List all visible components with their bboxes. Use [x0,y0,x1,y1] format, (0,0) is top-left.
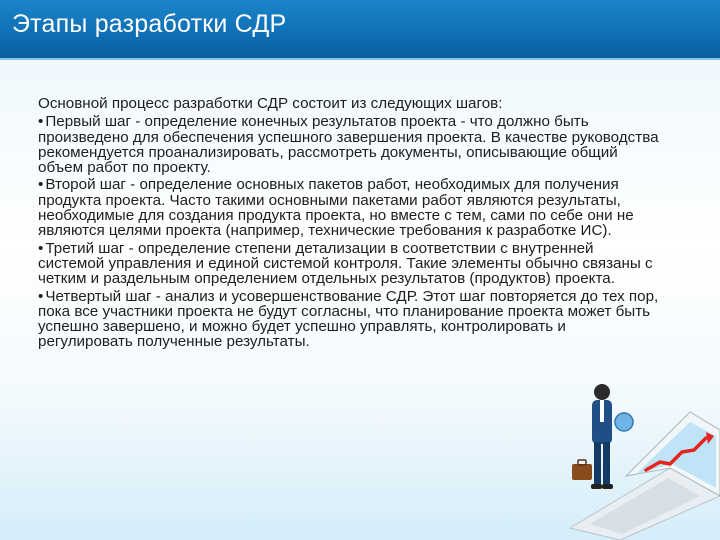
bullet-text: Третий шаг - определение степени детализации в соответствии с внутренней системой управления и единой системой контроля. Такие элементы обычно связаны с четким и раздельным определением отдельных результатов (продуктов) проекта. [38,239,653,288]
person-shoe-right [602,484,613,489]
bullet-marker: • [38,239,44,257]
bullet-text: Первый шаг - определение конечных результатов проекта - что должно быть произведено для обеспечения успешного завершения проекта. В качестве руководства рекомендуется проанализировать, рассмотреть документы, описывающие общий объем работ по проекту. [38,113,659,177]
globe [615,413,633,431]
title-bar [0,0,720,60]
bullet-marker: • [38,287,44,305]
briefcase-handle [578,460,586,465]
bullet-marker: • [38,176,44,194]
person-leg-left [594,442,601,486]
slide-body [38,96,660,352]
bullet-item-2 [38,177,660,238]
laptop-illustration [560,378,720,540]
bullet-item-3 [38,241,660,287]
bullet-text: Четвертый шаг - анализ и усовершенствование СДР. Этот шаг повторяется до тех пор, пока все участники проекта не будут согласны, что планирование проекта может быть успешно завершено, и можно будет успешно управлять, контролировать и регулировать полученные результаты. [38,287,659,351]
bullet-text: Второй шаг - определение основных пакетов работ, необходимых для получения продукта проекта. Часто такими основными пакетами работ являются результаты, необходимые для создания продукта проекта, но вместе с тем, сами по себе они не являются целями проекта (например, технические требования к разработке ИС). [38,176,634,240]
slide-title: Этапы разработки СДР [12,10,287,38]
bullet-item-1 [38,114,660,175]
bullet-marker: • [38,113,44,131]
person-leg-right [603,442,610,486]
businessman-laptop-chart-icon [560,378,720,540]
intro-text: Основной процесс разработки СДР состоит из следующих шагов: [38,95,503,112]
person-shirt [600,400,604,422]
bullet-item-4 [38,289,660,350]
person-head [594,384,610,400]
briefcase [572,464,592,480]
person-shoe-left [591,484,602,489]
